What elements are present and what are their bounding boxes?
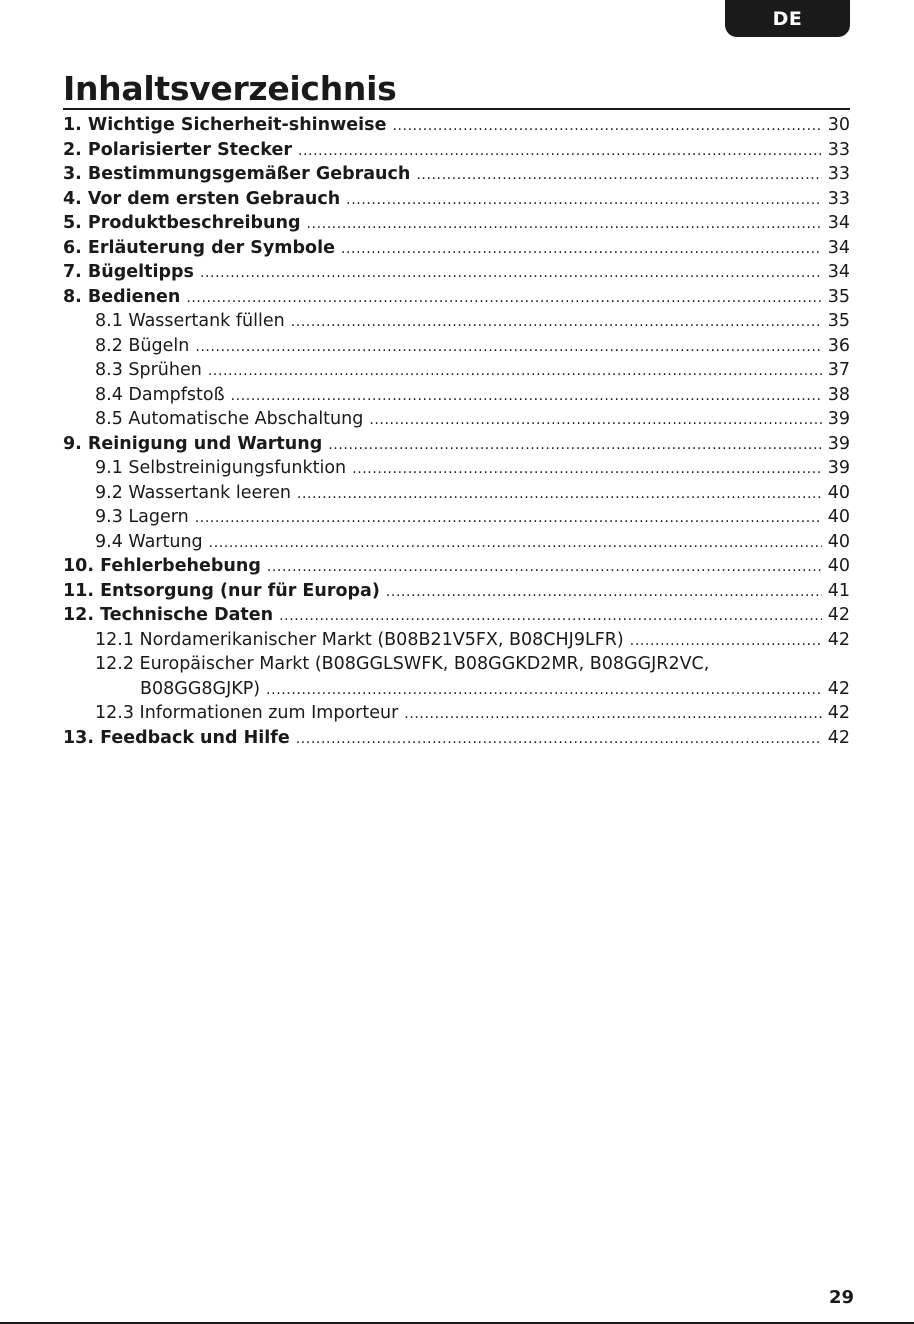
- toc-entry-page: 40: [827, 482, 850, 503]
- toc-entry-label: 9.1 Selbstreinigungsfunktion: [95, 458, 347, 478]
- toc-entry-page: 40: [827, 507, 850, 527]
- toc-entry[interactable]: [63, 554, 850, 579]
- toc-dot-leader: [352, 456, 822, 482]
- toc-entry-label: 8.5 Automatische Abschaltung: [95, 409, 364, 429]
- toc-dot-leader: [341, 236, 822, 262]
- toc-entry[interactable]: [63, 432, 850, 457]
- toc-entry-label: 12.1 Nordamerikanischer Markt (B08B21V5FX, B08CHJ9LFR): [95, 629, 624, 650]
- toc-entry[interactable]: [63, 603, 850, 628]
- toc-subentry[interactable]: [63, 456, 850, 481]
- toc-subentry-continuation[interactable]: [63, 677, 850, 702]
- toc-entry-label: B08GG8GJKP): [140, 678, 261, 699]
- toc-entry-label: 1. Wichtige Sicherheit-shinweise: [63, 115, 387, 135]
- toc-subentry[interactable]: [63, 701, 850, 726]
- toc-entry-page: 35: [827, 286, 850, 307]
- toc-dot-leader: [200, 260, 822, 286]
- toc-subentry[interactable]: [63, 358, 850, 383]
- toc-entry-page: 39: [827, 433, 850, 454]
- toc-dot-leader: [209, 530, 822, 556]
- toc-entry-label: 10. Fehlerbehebung: [63, 556, 261, 576]
- toc-entry-label: 9.4 Wartung: [95, 531, 203, 552]
- toc-dot-leader: [297, 481, 822, 507]
- toc-entry-page: 35: [827, 311, 850, 331]
- toc-entry-label: 4. Vor dem ersten Gebrauch: [63, 188, 341, 209]
- toc-dot-leader: [208, 358, 822, 384]
- toc-entry-label: 9. Reinigung und Wartung: [63, 433, 323, 454]
- toc-dot-leader: [195, 505, 822, 531]
- toc-dot-leader: [404, 701, 821, 727]
- toc-entry-page: 42: [827, 727, 850, 748]
- toc-entry-page: 42: [827, 703, 850, 723]
- toc-dot-leader: [291, 309, 822, 335]
- toc-entry-label: 12. Technische Daten: [63, 605, 274, 625]
- toc-entry-page: 33: [827, 188, 850, 209]
- toc-entry-page: 42: [827, 629, 850, 650]
- toc-dot-leader: [369, 407, 821, 433]
- toc-dot-leader: [266, 677, 822, 703]
- toc-subentry[interactable]: [63, 481, 850, 506]
- toc-entry-label: 6. Erläuterung der Symbole: [63, 237, 335, 258]
- toc-subentry[interactable]: [63, 334, 850, 359]
- language-tab: DE: [725, 0, 850, 37]
- toc-dot-leader: [231, 383, 822, 409]
- toc-dot-leader: [195, 334, 821, 360]
- toc-entry-page: 42: [827, 678, 850, 699]
- toc-entry-label: 7. Bügeltipps: [63, 262, 194, 282]
- toc-dot-leader: [298, 138, 822, 164]
- toc-entry-page: 33: [827, 139, 850, 160]
- toc-subentry[interactable]: [63, 530, 850, 555]
- toc-dot-leader: [392, 113, 821, 139]
- toc-dot-leader: [186, 285, 821, 311]
- toc-entry-page: 36: [827, 335, 850, 356]
- toc-subentry[interactable]: [63, 505, 850, 530]
- toc-entry-page: 33: [827, 164, 850, 184]
- toc-entry-page: 34: [827, 262, 850, 282]
- toc-entry-page: 34: [827, 237, 850, 258]
- toc-entry-label: 5. Produktbeschreibung: [63, 213, 301, 233]
- toc-entry[interactable]: [63, 285, 850, 310]
- toc-dot-leader: [307, 211, 822, 237]
- toc-entry-page: 37: [827, 360, 850, 380]
- toc-entry-label: 3. Bestimmungsgemäßer Gebrauch: [63, 164, 411, 184]
- toc-entry[interactable]: [63, 579, 850, 604]
- toc-entry-page: 34: [827, 213, 850, 233]
- toc-dot-leader: [279, 603, 822, 629]
- toc-entry-page: 42: [827, 605, 850, 625]
- toc-entry-label: 8. Bedienen: [63, 286, 181, 307]
- toc-entry-page: 30: [827, 115, 850, 135]
- toc-dot-leader: [386, 579, 822, 605]
- toc-entry[interactable]: [63, 138, 850, 163]
- toc-entry-label: 8.2 Bügeln: [95, 335, 190, 356]
- title-divider: [63, 108, 850, 110]
- toc-entry-label: 8.3 Sprühen: [95, 360, 202, 380]
- toc-entry-page: 39: [827, 458, 850, 478]
- page-title: Inhaltsverzeichnis: [63, 69, 397, 108]
- page-number: 29: [828, 1287, 854, 1308]
- toc-subentry[interactable]: [63, 652, 850, 677]
- toc-subentry[interactable]: [63, 407, 850, 432]
- toc-entry[interactable]: [63, 260, 850, 285]
- toc-entry[interactable]: [63, 211, 850, 236]
- toc-entry-label: 9.3 Lagern: [95, 507, 189, 527]
- toc-entry[interactable]: [63, 236, 850, 261]
- toc-entry-label: 12.2 Europäischer Markt (B08GGLSWFK, B08GGKD2MR, B08GGJR2VC,: [95, 654, 710, 674]
- toc-entry[interactable]: [63, 187, 850, 212]
- toc-entry-label: 2. Polarisierter Stecker: [63, 139, 292, 160]
- toc-entry[interactable]: [63, 726, 850, 751]
- table-of-contents: [63, 113, 850, 750]
- toc-entry[interactable]: [63, 162, 850, 187]
- toc-entry-label: 9.2 Wassertank leeren: [95, 482, 291, 503]
- toc-entry-page: 41: [827, 580, 850, 601]
- toc-entry-label: 13. Feedback und Hilfe: [63, 727, 290, 748]
- toc-subentry[interactable]: [63, 309, 850, 334]
- toc-entry-page: 39: [827, 409, 850, 429]
- toc-dot-leader: [296, 726, 822, 752]
- toc-dot-leader: [267, 554, 822, 580]
- toc-entry-page: 40: [827, 556, 850, 576]
- toc-dot-leader: [630, 628, 822, 654]
- toc-subentry[interactable]: [63, 628, 850, 653]
- toc-subentry[interactable]: [63, 383, 850, 408]
- toc-entry-label: 12.3 Informationen zum Importeur: [95, 703, 399, 723]
- toc-entry[interactable]: [63, 113, 850, 138]
- toc-entry-label: 8.1 Wassertank füllen: [95, 311, 285, 331]
- toc-entry-page: 38: [827, 384, 850, 405]
- toc-entry-page: 40: [827, 531, 850, 552]
- toc-dot-leader: [346, 187, 822, 213]
- toc-dot-leader: [416, 162, 821, 188]
- toc-dot-leader: [328, 432, 821, 458]
- toc-entry-label: 8.4 Dampfstoß: [95, 384, 225, 405]
- toc-entry-label: 11. Entsorgung (nur für Europa): [63, 580, 380, 601]
